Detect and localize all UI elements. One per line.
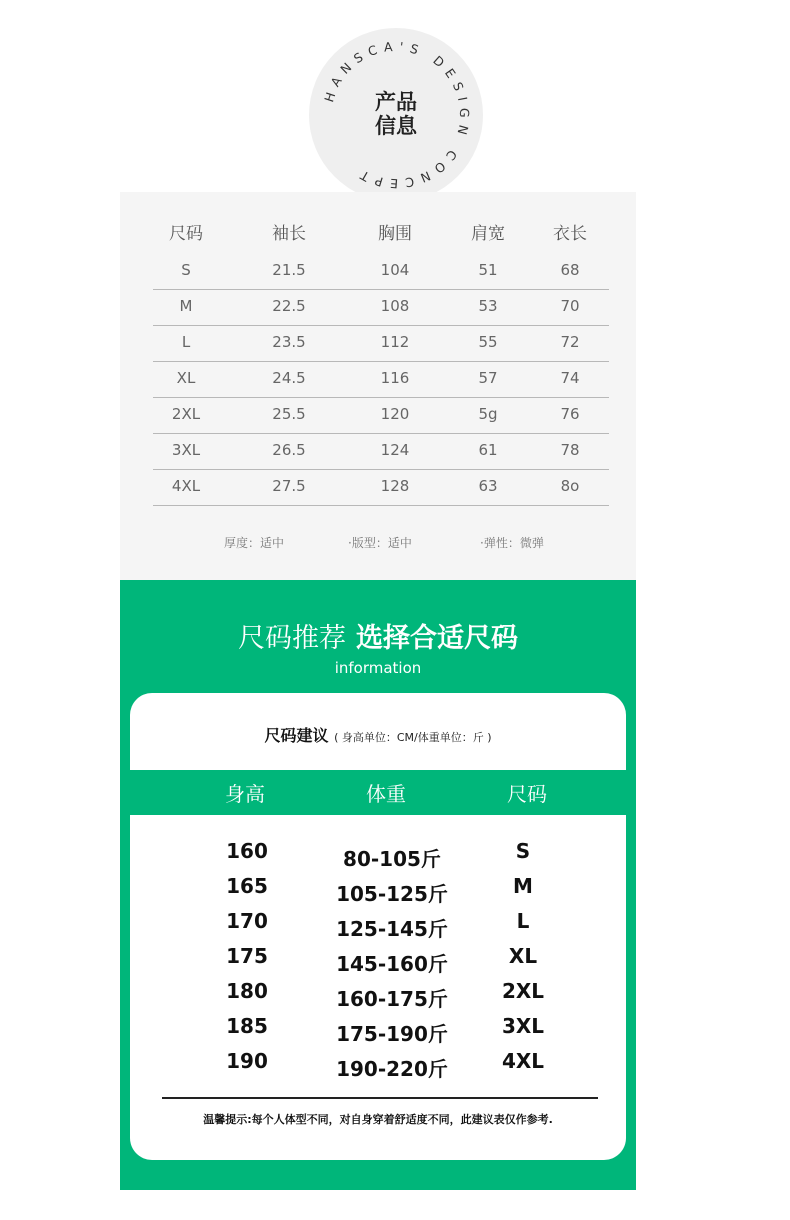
cell-chest: 128 [380,477,410,495]
rec-size: S [515,839,531,863]
rec-weight: 160-175斤 [336,987,448,1011]
cell-shoulder: 63 [478,477,498,495]
cell-chest: 112 [380,333,410,351]
fit-tip: 温馨提示:每个人体型不同，对自身穿着舒适度不同，此建议表仅作参考. [203,1113,553,1126]
rec-size: 3XL [501,1014,545,1038]
cell-length: 68 [560,261,580,279]
size-table-row [153,253,609,290]
size-table-row [153,469,609,506]
recommendation-header-band [130,770,626,815]
rec-size: XL [508,944,538,968]
cell-shoulder: 5g [478,405,498,423]
cell-sleeve: 26.5 [272,441,306,459]
rec-weight: 175-190斤 [336,1022,448,1046]
note-elasticity: ·弹性：微弹 [480,536,544,550]
rec-weight: 105-125斤 [336,882,448,906]
note-thickness: 厚度：适中 [224,536,285,550]
rec-height: 190 [226,1049,268,1073]
size-table-row [153,325,609,362]
rec-weight: 125-145斤 [336,917,448,941]
cell-shoulder: 51 [478,261,498,279]
cell-chest: 116 [380,369,410,387]
header-sleeve: 袖长 [272,224,306,244]
recommendation-title-light: 尺码推荐 [238,623,346,654]
header-length: 衣长 [553,224,587,244]
cell-shoulder: 53 [478,297,498,315]
recommendation-row [130,944,626,979]
header-shoulder: 肩宽 [471,224,505,244]
rec-height: 180 [226,979,268,1003]
cell-chest: 120 [380,405,410,423]
cell-chest: 124 [380,441,410,459]
badge-title-line2: 信息 [375,114,417,138]
recommendation-row [130,909,626,944]
header-chest: 胸围 [378,224,412,244]
cell-size: L [181,333,191,351]
product-info-badge [309,28,483,202]
cell-sleeve: 22.5 [272,297,306,315]
recommendation-row [130,1049,626,1084]
rec-height: 185 [226,1014,268,1038]
rec-size: 2XL [501,979,545,1003]
recommendation-row [130,874,626,909]
cell-size: S [181,261,191,279]
size-recommendation-section [120,580,636,1190]
tip-divider [162,1097,598,1099]
cell-sleeve: 25.5 [272,405,306,423]
size-table-section [120,192,636,580]
rec-size: 4XL [501,1049,545,1073]
header-size: 尺码 [169,224,203,244]
rec-size: L [516,909,530,933]
cell-size: 3XL [171,441,201,459]
cell-shoulder: 57 [478,369,498,387]
rec-size: M [513,874,533,898]
cell-length: 74 [560,369,580,387]
card-unit: ( 身高单位：CM/体重单位：斤 ) [334,731,492,744]
rec-height: 175 [226,944,268,968]
cell-sleeve: 23.5 [272,333,306,351]
cell-length: 78 [560,441,580,459]
rec-height: 160 [226,839,268,863]
size-table-row [153,289,609,326]
size-table-row [153,397,609,434]
header-height: 身高 [225,782,265,806]
recommendation-subtitle: information [334,659,422,677]
cell-shoulder: 61 [478,441,498,459]
rec-weight: 190-220斤 [336,1057,448,1081]
recommendation-row [130,1014,626,1049]
card-title-text: 尺码建议 [264,726,329,745]
rec-weight: 80-105斤 [343,847,441,871]
cell-size: 2XL [171,405,201,423]
recommendation-title-bold: 选择合适尺码 [356,623,518,654]
rec-height: 170 [226,909,268,933]
header-weight: 体重 [366,782,406,806]
recommendation-card [130,693,626,1160]
cell-shoulder: 55 [478,333,498,351]
card-title [130,723,626,746]
cell-size: XL [176,369,196,387]
recommendation-title [120,616,636,655]
cell-size: 4XL [171,477,201,495]
header-rec-size: 尺码 [507,782,547,806]
badge-title-line1: 产品 [375,90,417,114]
cell-sleeve: 21.5 [272,261,306,279]
size-table-row [153,361,609,398]
cell-size: M [179,297,193,315]
ring-text-path: HANSCA'S DESIGN CONCEPT [321,38,473,192]
rec-height: 165 [226,874,268,898]
rec-weight: 145-160斤 [336,952,448,976]
cell-chest: 104 [380,261,410,279]
cell-length: 8o [560,477,580,495]
cell-length: 70 [560,297,580,315]
recommendation-row [130,839,626,874]
cell-chest: 108 [380,297,410,315]
size-table-row [153,433,609,470]
recommendation-row [130,979,626,1014]
cell-sleeve: 24.5 [272,369,306,387]
note-fit: ·版型：适中 [348,536,412,550]
badge-title [309,90,483,138]
cell-sleeve: 27.5 [272,477,306,495]
cell-length: 76 [560,405,580,423]
cell-length: 72 [560,333,580,351]
